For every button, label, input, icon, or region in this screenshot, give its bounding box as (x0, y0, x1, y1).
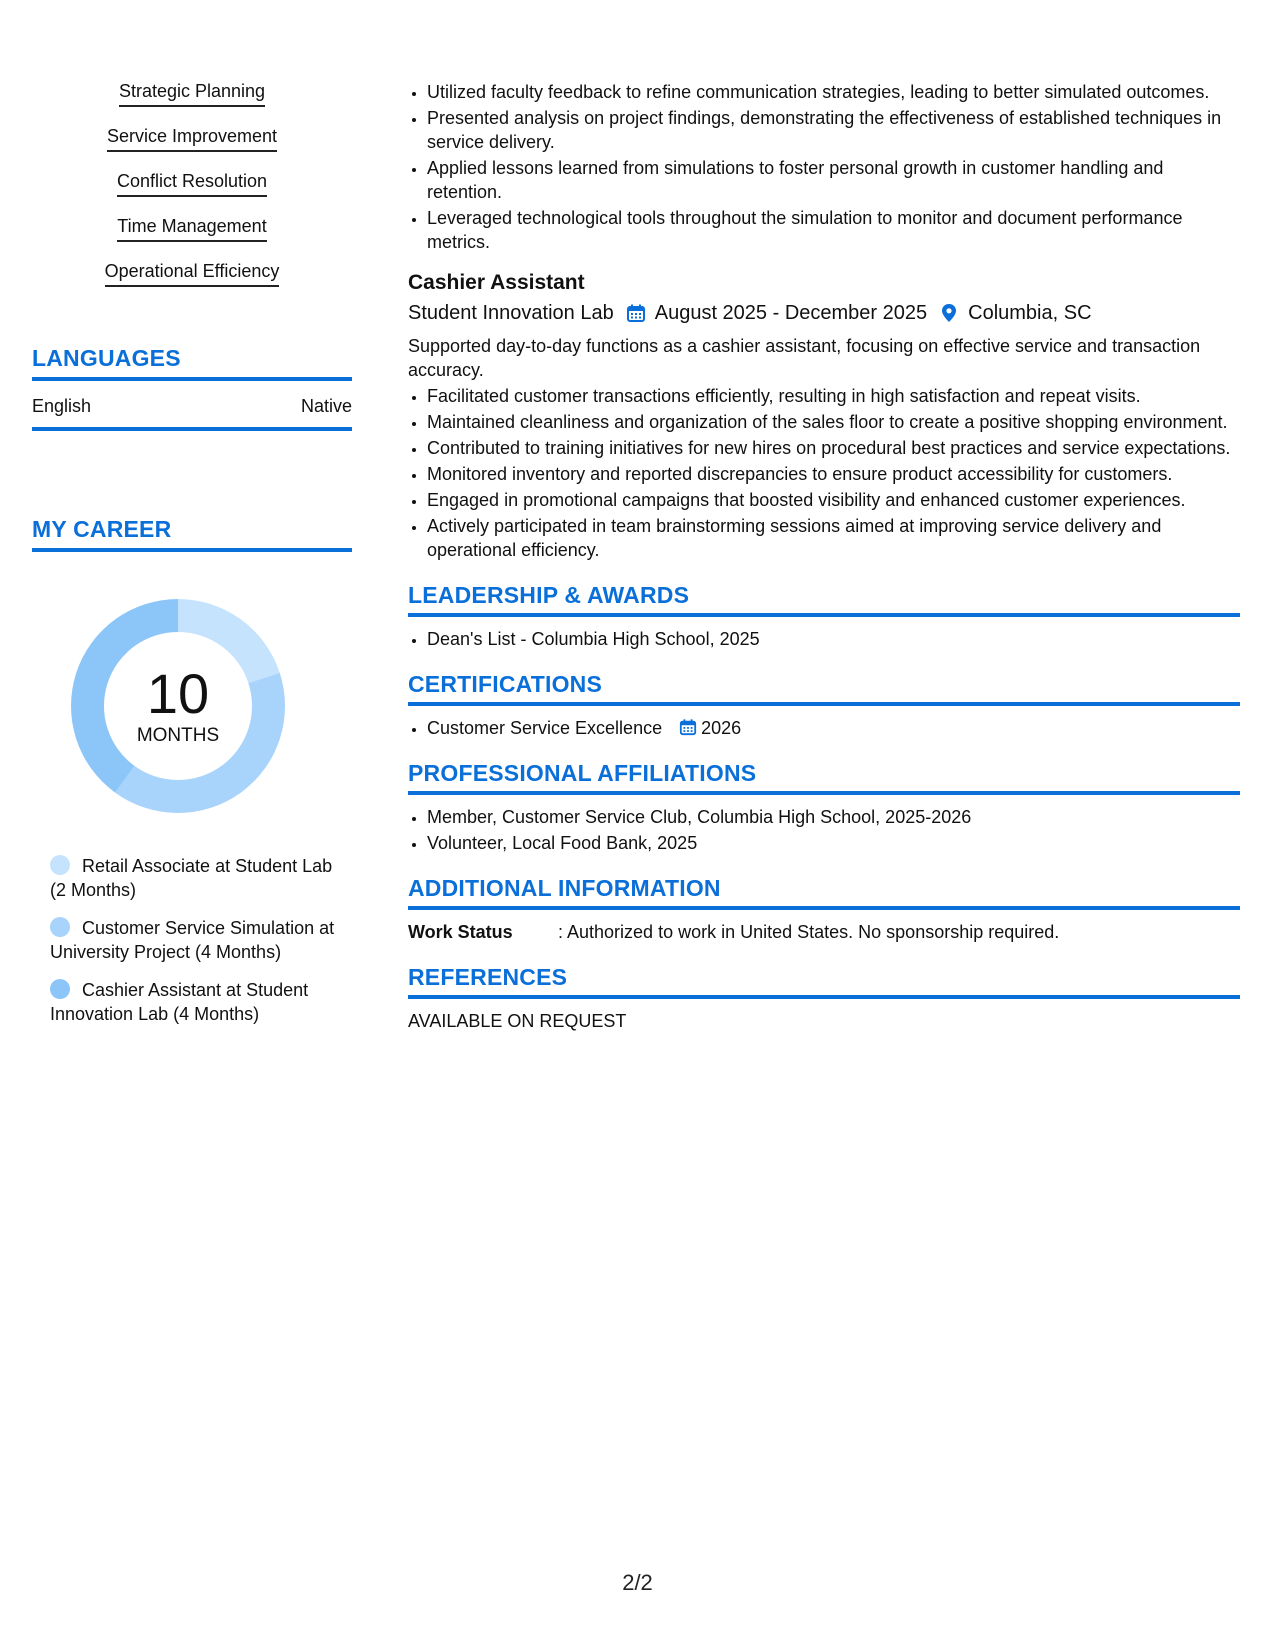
career-section (32, 516, 352, 1024)
career-donut-chart (66, 594, 290, 818)
job-title: Cashier Assistant (408, 271, 585, 294)
calendar-icon (679, 718, 697, 736)
legend-label: Cashier Assistant at Student Innovation Lab (4 Months) (50, 980, 309, 1024)
skill-item (32, 125, 352, 170)
skill-label: Time Management (117, 215, 266, 242)
languages-title: LANGUAGES (32, 345, 352, 381)
work-status-value: : Authorized to work in United States. No sponsorship required. (558, 922, 1060, 942)
bullet-item: • Applied lessons learned from simulations to foster personal growth in customer handling and retention. (427, 156, 1240, 204)
job-bullets (408, 384, 1240, 562)
skill-label: Conflict Resolution (117, 170, 267, 197)
languages-section (32, 345, 352, 431)
leadership-list (408, 627, 1240, 651)
bullet-item: • Dean's List - Columbia High School, 2025 (427, 627, 1240, 651)
job-location: Columbia, SC (968, 302, 1092, 324)
job-org: Student Innovation Lab (408, 302, 614, 324)
certifications-title: CERTIFICATIONS (408, 671, 1240, 706)
bullet-item: • Member, Customer Service Club, Columbia High School, 2025-2026 (427, 805, 1240, 829)
legend-dot (50, 979, 70, 999)
skill-label: Strategic Planning (119, 80, 265, 107)
affiliations-list (408, 805, 1240, 855)
bullet-item: • Actively participated in team brainstorming sessions aimed at improving service delivery and operational efficiency. (427, 514, 1240, 562)
skills-section (32, 80, 352, 305)
career-legend (50, 854, 350, 1040)
career-title: MY CAREER (32, 516, 352, 552)
bullet-item: • Volunteer, Local Food Bank, 2025 (427, 831, 1240, 855)
legend-item (50, 916, 350, 964)
career-total: 10 (146, 662, 210, 725)
skill-label: Operational Efficiency (105, 260, 280, 287)
legend-item (50, 854, 350, 902)
job-description: Supported day-to-day functions as a cashier assistant, focusing on effective service and transaction accuracy. (408, 336, 1201, 380)
references-text: AVAILABLE ON REQUEST (408, 1011, 627, 1031)
references-title: REFERENCES (408, 964, 1240, 999)
job-meta (408, 300, 1240, 326)
legend-dot (50, 855, 70, 875)
skill-item (32, 170, 352, 215)
certifications-list (408, 716, 1240, 740)
skill-item (32, 80, 352, 125)
leadership-title: LEADERSHIP & AWARDS (408, 582, 1240, 617)
language-level: Native (300, 396, 352, 416)
skills-list (32, 80, 352, 305)
bullet-item: • Contributed to training initiatives for new hires on procedural best practices and service expectations. (427, 436, 1240, 460)
certification-year: 2026 (701, 718, 742, 738)
legend-item (50, 978, 350, 1026)
page-number: 2/2 (622, 1570, 653, 1595)
skill-item (32, 215, 352, 260)
bullet-item: • Utilized faculty feedback to refine communication strategies, leading to better simulated outcomes. (427, 80, 1240, 104)
certification-name: Customer Service Excellence (427, 718, 663, 738)
calendar-icon (626, 303, 646, 323)
language-name: English (32, 396, 92, 416)
additional-info-title: ADDITIONAL INFORMATION (408, 875, 1240, 910)
legend-label: Retail Associate at Student Lab (2 Months) (50, 856, 333, 900)
bullet-item: • Engaged in promotional campaigns that boosted visibility and enhanced customer experiences. (427, 488, 1240, 512)
career-unit: MONTHS (136, 725, 220, 746)
legend-label: Customer Service Simulation at University Project (4 Months) (50, 918, 335, 962)
bullet-item: • Leveraged technological tools throughout the simulation to monitor and document performance metrics. (427, 206, 1240, 254)
skill-item (32, 260, 352, 305)
bullet-item: • Maintained cleanliness and organization of the sales floor to create a positive shopping environment. (427, 410, 1240, 434)
certification-item (427, 716, 1240, 740)
legend-dot (50, 917, 70, 937)
map-pin-icon (939, 303, 959, 323)
bullet-item: • Monitored inventory and reported discrepancies to ensure product accessibility for customers. (427, 462, 1240, 486)
donut-center (66, 664, 290, 748)
skill-label: Service Improvement (107, 125, 277, 152)
main-column (408, 80, 1240, 1033)
work-status-row (408, 920, 1240, 944)
language-row (32, 381, 352, 431)
bullet-item: • Presented analysis on project findings, demonstrating the effectiveness of established techniques in service delivery. (427, 106, 1240, 154)
previous-job-bullets (408, 80, 1240, 254)
bullet-item: • Facilitated customer transactions efficiently, resulting in high satisfaction and repeat visits. (427, 384, 1240, 408)
affiliations-title: PROFESSIONAL AFFILIATIONS (408, 760, 1240, 795)
work-status-label: Work Status (408, 922, 513, 942)
job-dates: August 2025 - December 2025 (654, 302, 928, 324)
